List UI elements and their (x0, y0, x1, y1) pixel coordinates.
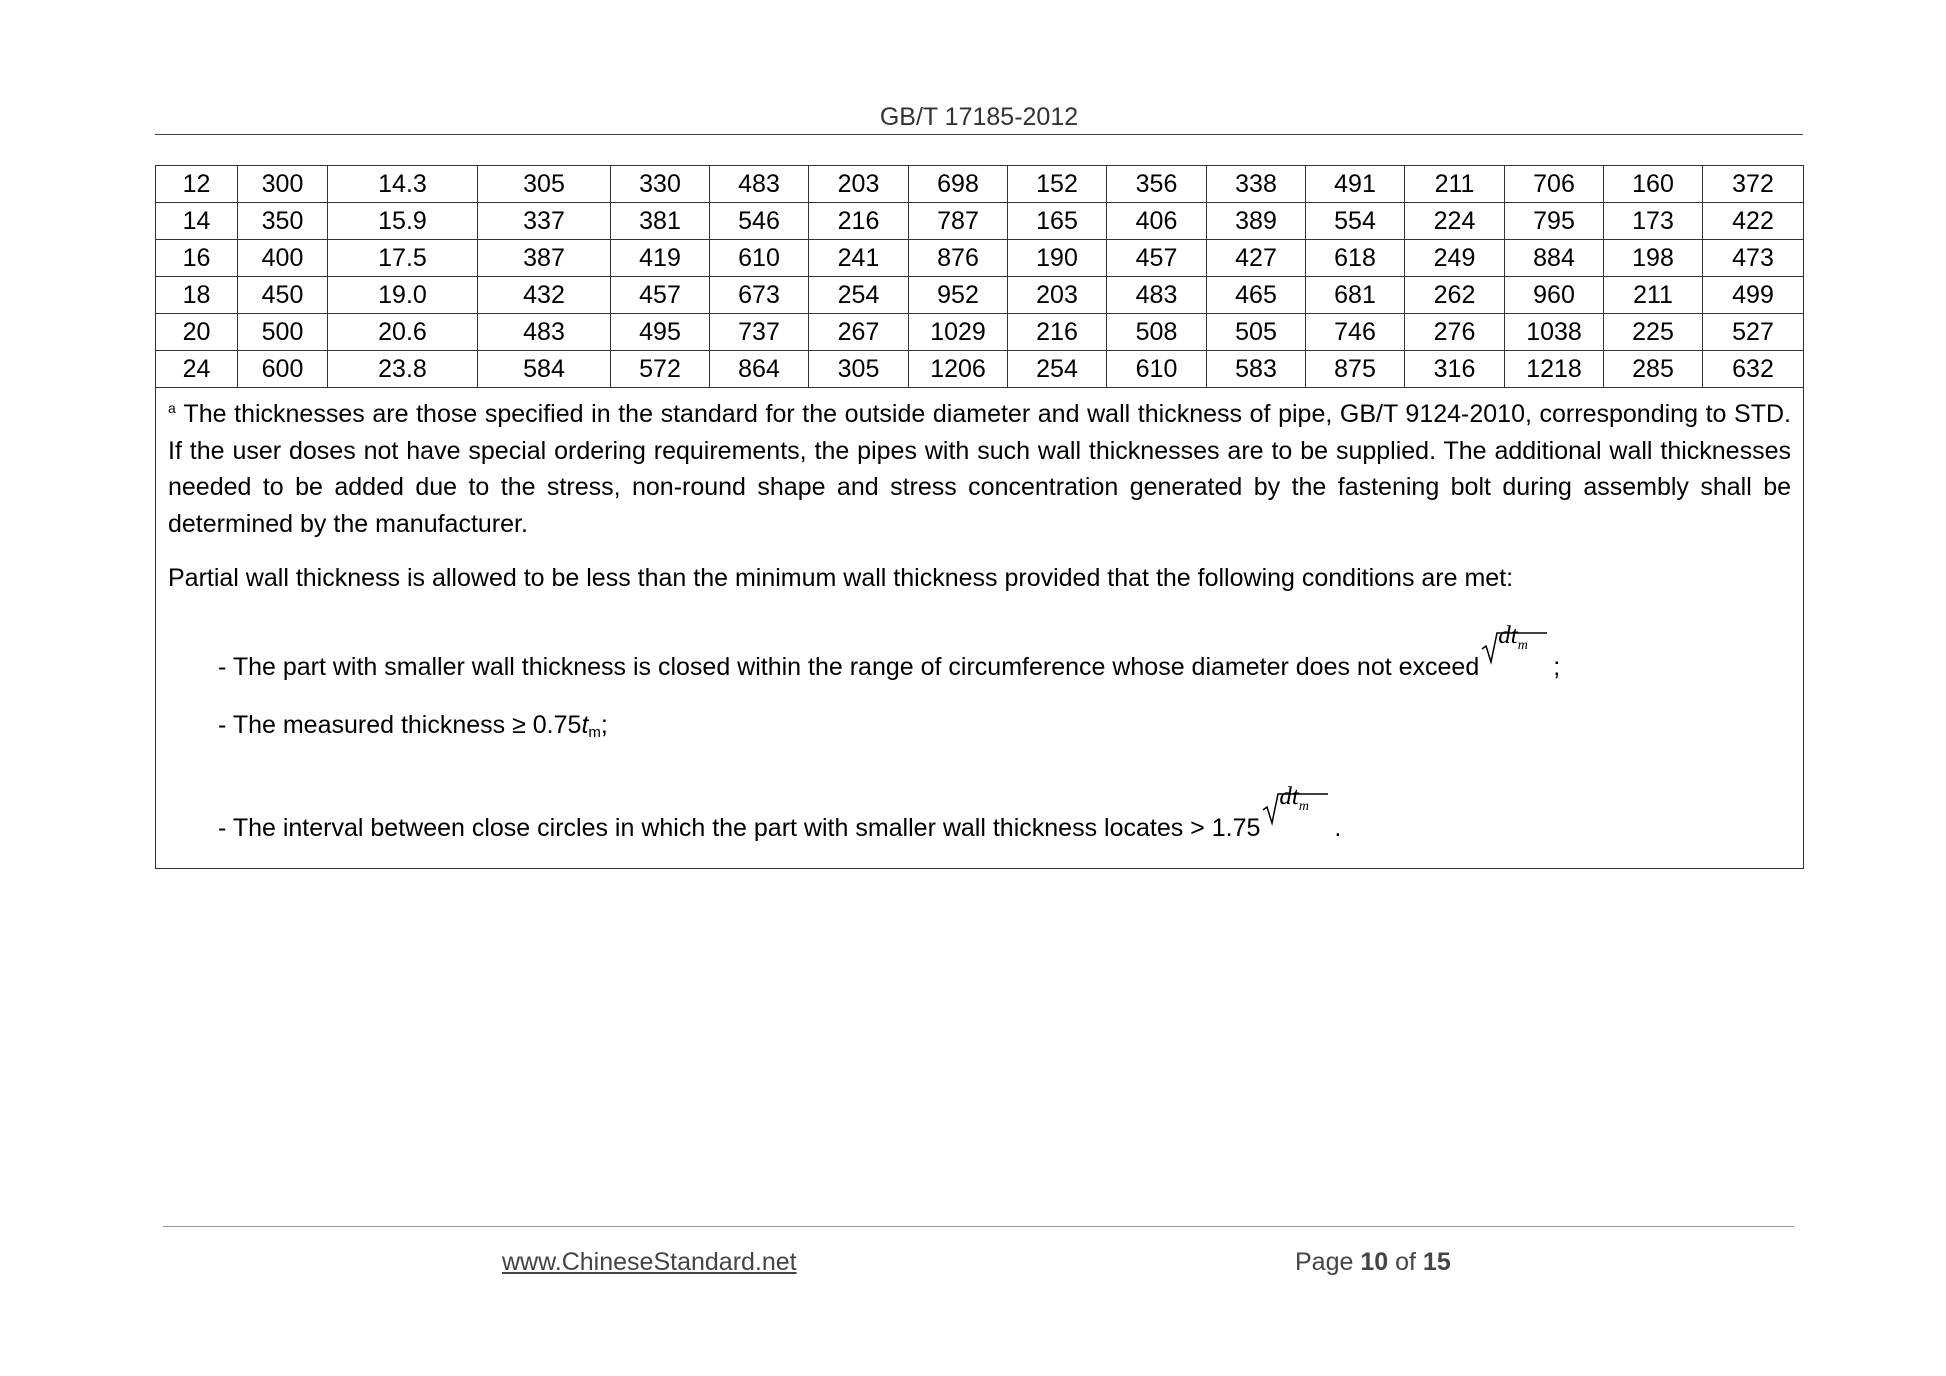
table-cell: 165 (1008, 203, 1107, 240)
table-cell: 24 (156, 351, 238, 388)
condition-2-t: t (581, 711, 589, 739)
radicand (1498, 623, 1528, 658)
table-cell: 152 (1008, 166, 1107, 203)
condition-1 (218, 621, 1791, 686)
document-id: GB/T 17185-2012 (879, 103, 1079, 131)
radicand-text: dt (1279, 782, 1299, 810)
radicand-subscript: m (1517, 637, 1528, 653)
table-cell: 190 (1008, 240, 1107, 277)
table-cell: 610 (1107, 351, 1207, 388)
table-cell: 356 (1107, 166, 1207, 203)
table-cell: 483 (478, 314, 611, 351)
footnote-text: The thicknesses are those specified in the standard for the outside diameter and wall thickness of pipe, GB/T 9124-2010, corresponding to STD. If the user doses not have special ordering requirements, the pipes with such wall thicknesses are to be supplied. The additional wall thicknesses needed to be added due to the stress, non-round shape and stress concentration generated by the fastening bolt during assembly shall be determined by the manufacturer. (168, 400, 1791, 538)
table-cell: 160 (1604, 166, 1703, 203)
table-cell: 16 (156, 240, 238, 277)
table-cell: 216 (809, 203, 909, 240)
table-cell: 952 (909, 277, 1008, 314)
table-cell: 875 (1306, 351, 1405, 388)
table-cell: 249 (1405, 240, 1505, 277)
table-cell: 15.9 (328, 203, 478, 240)
table-cell: 737 (710, 314, 809, 351)
table-cell: 406 (1107, 203, 1207, 240)
table-cell: 305 (809, 351, 909, 388)
table-cell: 1029 (909, 314, 1008, 351)
table-body (156, 166, 1804, 869)
table-cell: 473 (1703, 240, 1804, 277)
table-cell: 389 (1207, 203, 1306, 240)
table-cell: 1206 (909, 351, 1008, 388)
table-row (156, 314, 1804, 351)
table-cell: 254 (809, 277, 909, 314)
table-cell: 681 (1306, 277, 1405, 314)
table-cell: 23.8 (328, 351, 478, 388)
table-cell: 698 (909, 166, 1008, 203)
table-cell: 387 (478, 240, 611, 277)
table-cell: 203 (1008, 277, 1107, 314)
table-cell: 422 (1703, 203, 1804, 240)
table-cell: 12 (156, 166, 238, 203)
table-cell: 546 (710, 203, 809, 240)
condition-1-tail: ; (1553, 652, 1561, 681)
table-cell: 610 (710, 240, 809, 277)
page-header (155, 100, 1803, 135)
table-cell: 419 (611, 240, 710, 277)
footnote-a (168, 390, 1791, 542)
page-number (1295, 1248, 1451, 1277)
table-cell: 554 (1306, 203, 1405, 240)
table-cell: 505 (1207, 314, 1306, 351)
website-link[interactable]: www.ChineseStandard.net (502, 1248, 797, 1276)
table-cell: 20 (156, 314, 238, 351)
table-cell: 211 (1405, 166, 1505, 203)
table-cell: 14 (156, 203, 238, 240)
table-cell: 572 (611, 351, 710, 388)
sqrt-dtm-formula (1262, 782, 1328, 826)
table-cell: 427 (1207, 240, 1306, 277)
page-total: 15 (1422, 1248, 1451, 1276)
table-cell: 211 (1604, 277, 1703, 314)
table-cell: 254 (1008, 351, 1107, 388)
dimension-table-container (155, 165, 1803, 869)
table-cell: 457 (611, 277, 710, 314)
condition-3-text: - The interval between close circles in which the part with smaller wall thickness locates > 1.75 (218, 813, 1261, 842)
table-cell: 173 (1604, 203, 1703, 240)
table-cell: 483 (710, 166, 809, 203)
condition-2-prefix: - The measured thickness ≥ 0.75 (218, 711, 582, 739)
table-cell: 499 (1703, 277, 1804, 314)
condition-2-subscript: m (588, 724, 601, 741)
footnote-marker: a (168, 400, 176, 416)
table-cell: 19.0 (328, 277, 478, 314)
page-of: of (1395, 1248, 1416, 1276)
table-cell: 225 (1604, 314, 1703, 351)
radicand-subscript: m (1298, 798, 1309, 814)
table-cell: 495 (611, 314, 710, 351)
table-cell: 432 (478, 277, 611, 314)
table-cell: 372 (1703, 166, 1804, 203)
table-cell: 17.5 (328, 240, 478, 277)
table-cell: 1218 (1505, 351, 1604, 388)
sqrt-dtm-formula (1481, 621, 1547, 665)
table-cell: 787 (909, 203, 1008, 240)
table-cell: 267 (809, 314, 909, 351)
table-cell: 400 (238, 240, 328, 277)
table-cell: 18 (156, 277, 238, 314)
table-row (156, 240, 1804, 277)
table-cell: 632 (1703, 351, 1804, 388)
table-cell: 330 (611, 166, 710, 203)
table-cell: 337 (478, 203, 611, 240)
table-cell: 584 (478, 351, 611, 388)
table-cell: 795 (1505, 203, 1604, 240)
table-cell: 876 (909, 240, 1008, 277)
table-cell: 276 (1405, 314, 1505, 351)
table-row (156, 166, 1804, 203)
table-cell: 216 (1008, 314, 1107, 351)
table-cell: 305 (478, 166, 611, 203)
table-cell: 350 (238, 203, 328, 240)
table-cell: 706 (1505, 166, 1604, 203)
table-cell: 884 (1505, 240, 1604, 277)
radicand (1279, 784, 1309, 819)
table-cell: 198 (1604, 240, 1703, 277)
table-cell: 500 (238, 314, 328, 351)
partial-thickness-note: Partial wall thickness is allowed to be less than the minimum wall thickness provided that the following conditions are met: (168, 564, 1514, 592)
table-cell: 241 (809, 240, 909, 277)
table-cell: 483 (1107, 277, 1207, 314)
table-cell: 746 (1306, 314, 1405, 351)
page-label: Page (1295, 1248, 1354, 1276)
table-cell: 285 (1604, 351, 1703, 388)
page-current: 10 (1360, 1248, 1389, 1276)
table-row (156, 277, 1804, 314)
table-cell: 491 (1306, 166, 1405, 203)
condition-2 (218, 707, 1791, 752)
table-cell: 14.3 (328, 166, 478, 203)
table-cell: 224 (1405, 203, 1505, 240)
radicand-text: dt (1498, 621, 1518, 649)
table-cell: 527 (1703, 314, 1804, 351)
table-cell: 316 (1405, 351, 1505, 388)
table-cell: 465 (1207, 277, 1306, 314)
condition-3 (218, 782, 1791, 847)
table-cell: 300 (238, 166, 328, 203)
table-cell: 583 (1207, 351, 1306, 388)
condition-1-text: - The part with smaller wall thickness is closed within the range of circumference whose diameter does not exceed (218, 652, 1480, 681)
table-row (156, 203, 1804, 240)
table-cell: 381 (611, 203, 710, 240)
table-cell: 203 (809, 166, 909, 203)
table-cell: 1038 (1505, 314, 1604, 351)
table-row (156, 351, 1804, 388)
condition-2-tail: ; (600, 711, 608, 739)
dimension-table (155, 165, 1804, 869)
footer-divider (163, 1226, 1794, 1227)
table-cell: 618 (1306, 240, 1405, 277)
table-cell: 20.6 (328, 314, 478, 351)
table-cell: 262 (1405, 277, 1505, 314)
table-cell: 673 (710, 277, 809, 314)
table-cell: 960 (1505, 277, 1604, 314)
table-cell: 457 (1107, 240, 1207, 277)
table-cell: 338 (1207, 166, 1306, 203)
table-notes-cell (156, 388, 1804, 869)
table-cell: 450 (238, 277, 328, 314)
table-cell: 864 (710, 351, 809, 388)
table-cell: 600 (238, 351, 328, 388)
table-cell: 508 (1107, 314, 1207, 351)
condition-3-tail: . (1334, 813, 1342, 842)
